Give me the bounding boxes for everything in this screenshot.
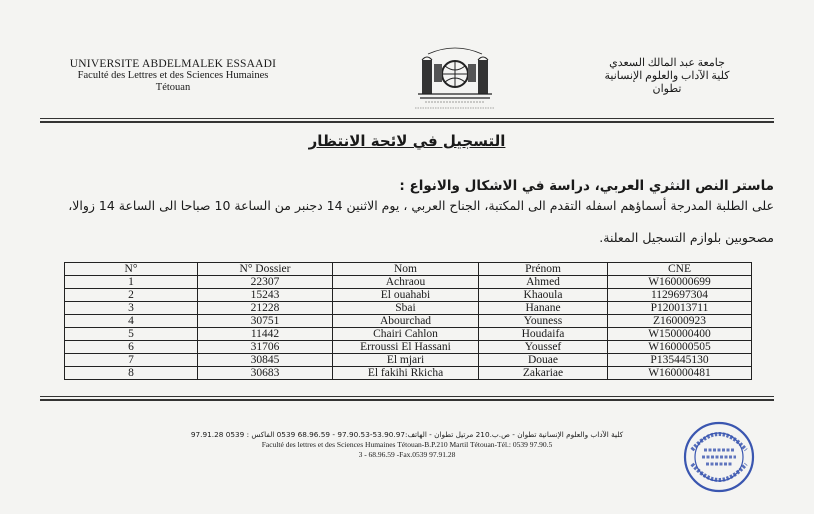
footer-line-phone: 3 - 68.96.59 -Fax.0539 97.91.28 xyxy=(358,450,456,459)
cell-dossier: 21228 xyxy=(198,302,333,315)
university-name-ar: جامعة عبد المالك السعدي xyxy=(609,57,725,69)
cell-cne: W160000505 xyxy=(608,341,752,354)
instructions-line-2: مصحوبين بلوازم التسجيل المعلنة. xyxy=(599,230,774,245)
cell-dossier: 22307 xyxy=(198,276,333,289)
cell-nom: Abourchad xyxy=(333,315,479,328)
header-number: N° xyxy=(65,263,198,276)
city-name-ar: تطوان xyxy=(652,83,682,95)
table-header-row xyxy=(65,263,752,276)
footer-line-ar: كلية الآداب والعلوم الإنسانية تطوان - ص.ب.210 مرتيل تطوان - الهاتف:53.90.97-97.90.53 - 68.96.59 0539 الفاكس : 0539 97.91.28 xyxy=(190,430,624,439)
cell-number: 1 xyxy=(65,276,198,289)
cell-nom: Chairi Cahlon xyxy=(333,328,479,341)
cell-dossier: 30845 xyxy=(198,354,333,367)
program-subtitle: ماستر النص النثري العربي، دراسة في الاشكال والانواع : xyxy=(399,178,774,194)
header-divider-thick xyxy=(40,121,774,123)
cell-cne: W160000699 xyxy=(608,276,752,289)
table-row xyxy=(65,354,752,367)
table-row xyxy=(65,341,752,354)
waitlist-table xyxy=(64,262,752,380)
header-cne: CNE xyxy=(608,263,752,276)
faculty-name-ar: كلية الآداب والعلوم الإنسانية xyxy=(604,70,730,82)
cell-dossier: 11442 xyxy=(198,328,333,341)
cell-cne: Z16000923 xyxy=(608,315,752,328)
cell-prenom: Khaoula xyxy=(479,289,608,302)
official-stamp xyxy=(682,420,756,494)
instructions-line-1: على الطلبة المدرجة أسماؤهم اسفله التقدم الى المكتبة، الجناح العربي ، يوم الاثنين 14 دجنبر من الساعة 10 صباحا الى الساعة 14 زوالا، xyxy=(68,198,774,213)
header-prenom: Prénom xyxy=(479,263,608,276)
cell-number: 2 xyxy=(65,289,198,302)
footer-contact xyxy=(140,430,674,460)
cell-cne: P135445130 xyxy=(608,354,752,367)
cell-cne: P120013711 xyxy=(608,302,752,315)
cell-prenom: Houdaifa xyxy=(479,328,608,341)
cell-dossier: 15243 xyxy=(198,289,333,302)
cell-prenom: Ahmed xyxy=(479,276,608,289)
header-divider xyxy=(40,118,774,119)
footer-line-fr: Faculté des lettres et des Sciences Humaines Tétouan-B.P.210 Martil Tétouan-Tél.: 0539 97.90.5 xyxy=(261,440,553,449)
university-name: UNIVERSITE ABDELMALEK ESSAADI xyxy=(69,58,277,70)
cell-number: 8 xyxy=(65,367,198,380)
header-dossier: N° Dossier xyxy=(198,263,333,276)
table-row xyxy=(65,289,752,302)
cell-cne: W150000400 xyxy=(608,328,752,341)
cell-prenom: Zakariae xyxy=(479,367,608,380)
table-row xyxy=(65,367,752,380)
cell-nom: Erroussi El Hassani xyxy=(333,341,479,354)
table-row xyxy=(65,315,752,328)
cell-number: 6 xyxy=(65,341,198,354)
cell-dossier: 31706 xyxy=(198,341,333,354)
cell-number: 4 xyxy=(65,315,198,328)
page-title-text: التسجيل في لائحة الانتظار xyxy=(308,132,506,150)
cell-number: 5 xyxy=(65,328,198,341)
table-row xyxy=(65,328,752,341)
cell-nom: Sbai xyxy=(333,302,479,315)
faculty-logo xyxy=(400,44,510,114)
faculty-name: Faculté des Lettres et des Sciences Humaines xyxy=(77,70,269,81)
cell-number: 3 xyxy=(65,302,198,315)
cell-prenom: Douae xyxy=(479,354,608,367)
cell-nom: El ouahabi xyxy=(333,289,479,302)
header-university-ar xyxy=(582,57,752,96)
table-row xyxy=(65,276,752,289)
cell-cne: 1129697304 xyxy=(608,289,752,302)
cell-prenom: Youness xyxy=(479,315,608,328)
page-title xyxy=(0,132,814,150)
cell-nom: El fakihi Rkicha xyxy=(333,367,479,380)
header-nom: Nom xyxy=(333,263,479,276)
header-university-fr xyxy=(58,58,288,94)
cell-dossier: 30751 xyxy=(198,315,333,328)
cell-cne: W160000481 xyxy=(608,367,752,380)
cell-prenom: Hanane xyxy=(479,302,608,315)
cell-dossier: 30683 xyxy=(198,367,333,380)
cell-nom: Achraou xyxy=(333,276,479,289)
footer-divider xyxy=(40,396,774,397)
cell-prenom: Youssef xyxy=(479,341,608,354)
table-row xyxy=(65,302,752,315)
cell-number: 7 xyxy=(65,354,198,367)
footer-divider-thick xyxy=(40,399,774,401)
city-name: Tétouan xyxy=(155,82,191,93)
cell-nom: El mjari xyxy=(333,354,479,367)
